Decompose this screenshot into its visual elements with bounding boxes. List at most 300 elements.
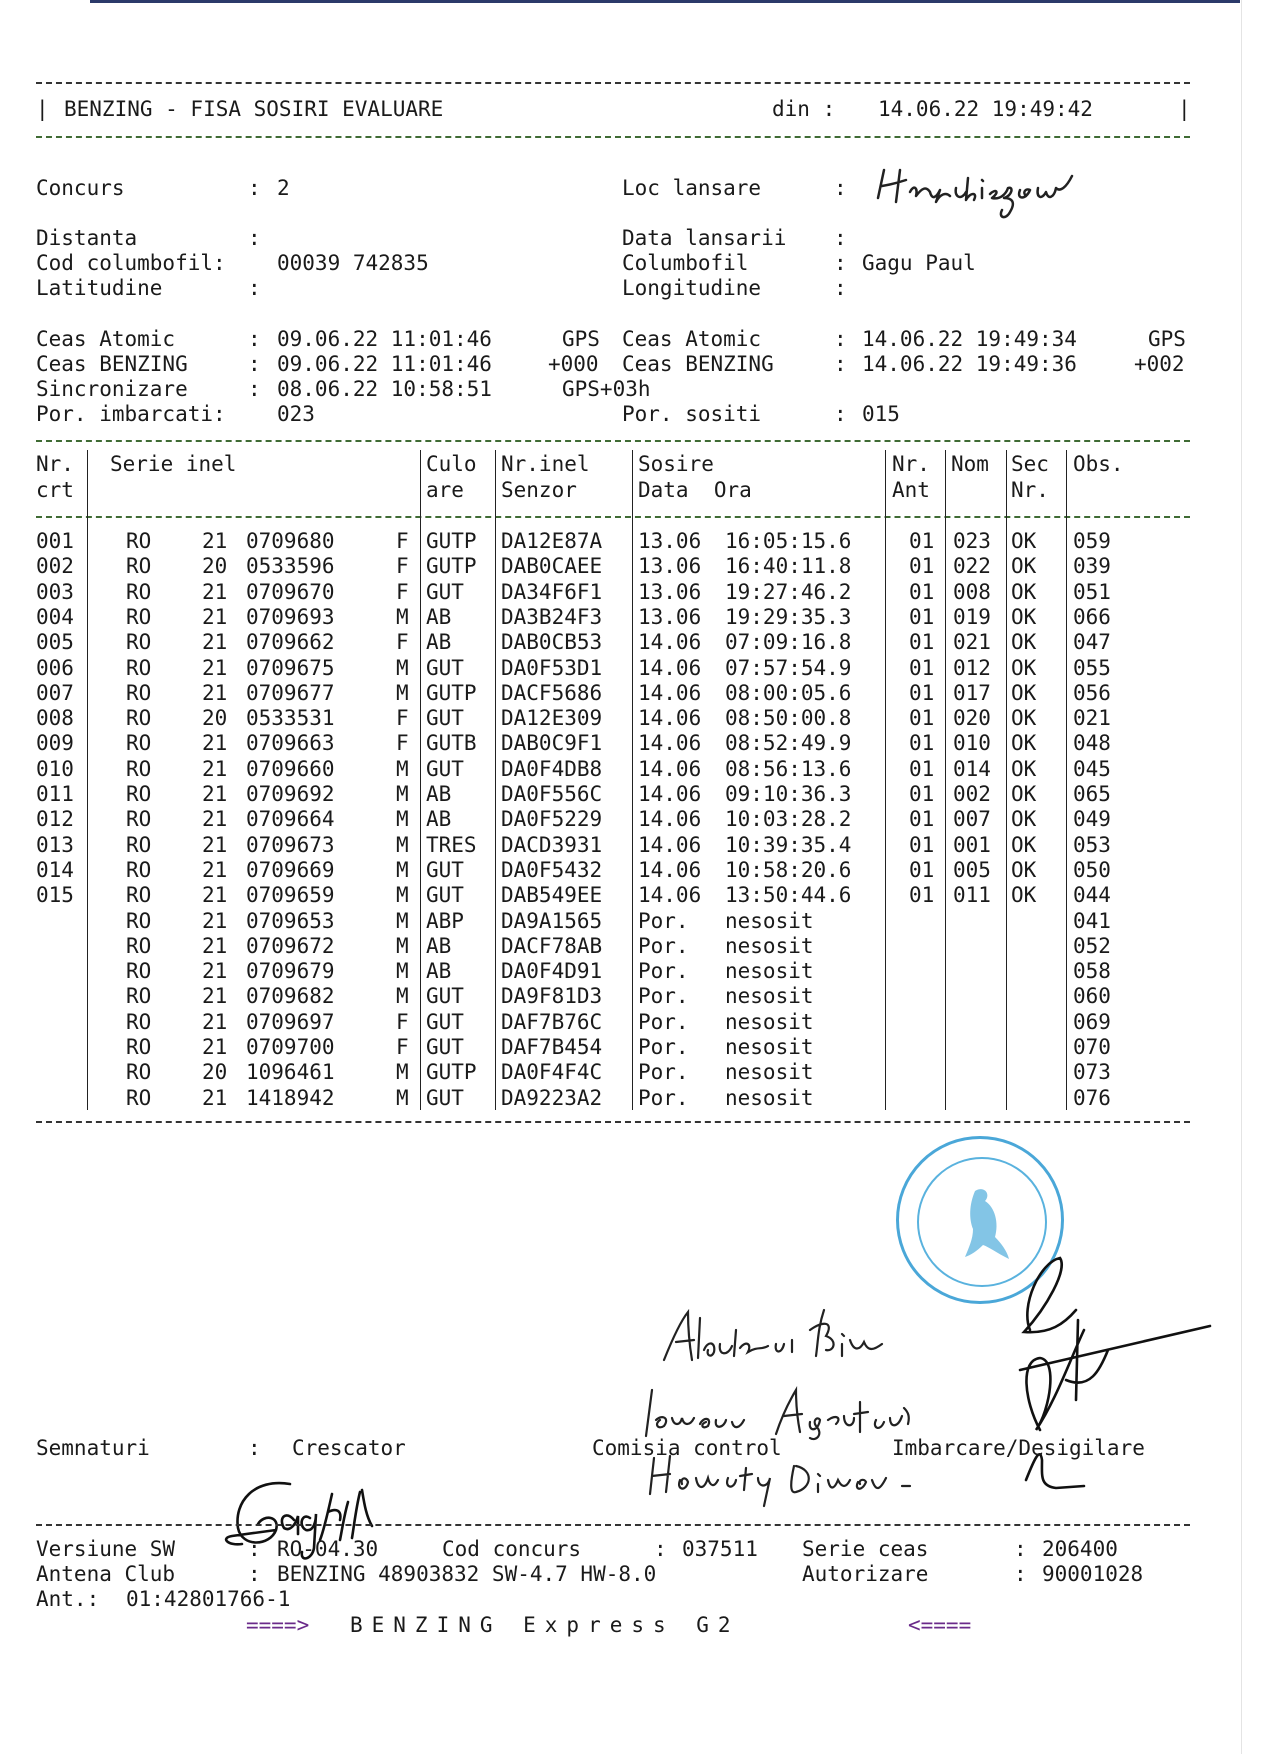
column-divider xyxy=(632,450,633,1110)
distanta-label: Distanta xyxy=(36,226,138,250)
cell-nom: 017 xyxy=(953,680,991,705)
cell-nom: 005 xyxy=(953,857,991,882)
cell-nr: 005 xyxy=(36,630,74,655)
column-divider xyxy=(945,450,946,1110)
colon: : xyxy=(248,327,261,351)
clock-left-label: Por. imbarcati: xyxy=(36,402,226,426)
cell-yr: 21 xyxy=(202,782,228,806)
cell-yr: 21 xyxy=(202,579,228,604)
autorizare-label: Autorizare xyxy=(802,1562,929,1586)
cell-yr: 21 xyxy=(202,908,228,933)
cell-sen: DA9F81D3 xyxy=(501,984,603,1009)
cell-nr: 007 xyxy=(36,680,74,705)
cell-ro: RO xyxy=(126,655,152,680)
clock-right-label: Por. sositi xyxy=(622,402,762,426)
colon: : xyxy=(1014,1537,1027,1561)
cell-sec: OK xyxy=(1011,604,1037,629)
cell-sen: DA12E87A xyxy=(501,529,603,553)
clock-right-value: 015 xyxy=(862,402,900,426)
cell-ant: 01 xyxy=(909,706,935,731)
cell-col: GUT xyxy=(426,1085,464,1110)
cell-nom: 002 xyxy=(953,782,991,806)
latitudine-label: Latitudine xyxy=(36,276,163,300)
cell-nr: 002 xyxy=(36,554,74,579)
signature-desigilare xyxy=(980,1250,1220,1510)
cod-columbofil-value: 00039 742835 xyxy=(277,251,429,275)
cell-obs: 060 xyxy=(1073,984,1111,1009)
antena-club-label: Antena Club xyxy=(36,1562,176,1586)
cell-sen: DACF5686 xyxy=(501,680,603,705)
cell-nom: 023 xyxy=(953,529,991,553)
clock-left-value: 09.06.22 11:01:46 xyxy=(277,352,492,376)
cell-date: 13.06 xyxy=(638,604,702,629)
cell-sen: DA9223A2 xyxy=(501,1085,603,1110)
colon: : xyxy=(248,226,261,250)
cell-date: 14.06 xyxy=(638,857,702,882)
cell-obs: 066 xyxy=(1073,604,1111,629)
cell-col: GUT xyxy=(426,984,464,1009)
header-din-value: 14.06.22 19:49:42 xyxy=(878,97,1093,121)
header-rule-bottom xyxy=(36,136,1190,138)
columbofil-value: Gagu Paul xyxy=(862,251,976,275)
cell-sex: F xyxy=(396,706,409,731)
cell-ant: 01 xyxy=(909,832,935,857)
cell-col: GUT xyxy=(426,756,464,781)
cell-nom: 010 xyxy=(953,731,991,756)
cell-col: ABP xyxy=(426,908,464,933)
clock-right-label: Ceas BENZING xyxy=(622,352,774,376)
cell-ant: 01 xyxy=(909,655,935,680)
header-ant: Ant xyxy=(892,478,930,502)
cell-sen: DAB0CB53 xyxy=(501,630,603,655)
cell-time: nesosit xyxy=(725,933,814,958)
colon: : xyxy=(1014,1562,1027,1586)
longitudine-label: Longitudine xyxy=(622,276,762,300)
clock-right-suffix: +002 xyxy=(1134,352,1185,376)
cell-sex: M xyxy=(396,655,409,680)
column-divider xyxy=(495,450,496,1110)
cell-ro: RO xyxy=(126,1085,152,1110)
cell-ant: 01 xyxy=(909,857,935,882)
arrow-left: ====> xyxy=(246,1613,310,1637)
data-lansarii-label: Data lansarii xyxy=(622,226,787,250)
clock-left-label: Ceas Atomic xyxy=(36,327,176,351)
cell-nr: 011 xyxy=(36,782,74,806)
cell-ro: RO xyxy=(126,933,152,958)
cell-yr: 21 xyxy=(202,1035,228,1059)
cell-sec: OK xyxy=(1011,529,1037,553)
cell-sex: M xyxy=(396,857,409,882)
cell-sex: F xyxy=(396,1035,409,1059)
cell-ro: RO xyxy=(126,883,152,908)
cell-date: Por. xyxy=(638,1035,689,1059)
cell-col: GUT xyxy=(426,883,464,908)
cell-date: 14.06 xyxy=(638,630,702,655)
cell-time: 08:56:13.6 xyxy=(725,756,852,781)
document-title: BENZING - FISA SOSIRI EVALUARE xyxy=(64,97,444,121)
cell-ant: 01 xyxy=(909,680,935,705)
cell-ring: 0709680 xyxy=(246,529,335,553)
cell-col: GUTB xyxy=(426,731,477,756)
cell-ro: RO xyxy=(126,908,152,933)
cell-ring: 0709692 xyxy=(246,782,335,806)
cod-concurs-label: Cod concurs xyxy=(442,1537,582,1561)
cell-date: 14.06 xyxy=(638,756,702,781)
colon: : xyxy=(834,251,847,275)
cell-yr: 21 xyxy=(202,959,228,984)
header-sosire: Sosire xyxy=(638,452,714,476)
header-nom: Nom xyxy=(951,452,989,476)
cell-obs: 069 xyxy=(1073,1009,1111,1034)
colon: : xyxy=(248,1436,261,1460)
cell-ring: 0709662 xyxy=(246,630,335,655)
concurs-value: 2 xyxy=(277,176,290,200)
cell-date: Por. xyxy=(638,933,689,958)
header-nr-ant: Nr. xyxy=(892,452,930,476)
cell-sec: OK xyxy=(1011,579,1037,604)
column-divider xyxy=(885,450,886,1110)
cod-concurs-value: 037511 xyxy=(682,1537,758,1561)
cell-sen: DAB549EE xyxy=(501,883,603,908)
cell-nr: 010 xyxy=(36,756,74,781)
cell-ant: 01 xyxy=(909,883,935,908)
cell-ring: 0709670 xyxy=(246,579,335,604)
cell-time: 09:10:36.3 xyxy=(725,782,852,806)
cell-nom: 011 xyxy=(953,883,991,908)
cell-sex: M xyxy=(396,1085,409,1110)
cell-sen: DA9A1565 xyxy=(501,908,603,933)
cell-time: 10:39:35.4 xyxy=(725,832,852,857)
cell-nom: 019 xyxy=(953,604,991,629)
cell-ring: 0709679 xyxy=(246,959,335,984)
cell-yr: 20 xyxy=(202,554,228,579)
cell-col: AB xyxy=(426,933,452,958)
cell-nom: 012 xyxy=(953,655,991,680)
cell-ro: RO xyxy=(126,1009,152,1034)
colon: : xyxy=(834,402,847,426)
cell-sen: DA12E309 xyxy=(501,706,603,731)
column-divider xyxy=(420,450,421,1110)
scan-edge-right xyxy=(1241,0,1242,1754)
cell-sex: F xyxy=(396,529,409,553)
column-divider xyxy=(87,450,88,1110)
cell-obs: 052 xyxy=(1073,933,1111,958)
cell-yr: 20 xyxy=(202,706,228,731)
cell-sec: OK xyxy=(1011,680,1037,705)
cell-ring: 0709653 xyxy=(246,908,335,933)
colon: : xyxy=(654,1537,667,1561)
cell-sen: DAB0C9F1 xyxy=(501,731,603,756)
cell-ro: RO xyxy=(126,1035,152,1059)
cell-nr: 015 xyxy=(36,883,74,908)
scan-edge xyxy=(90,0,1240,3)
cell-ro: RO xyxy=(126,782,152,806)
cell-yr: 21 xyxy=(202,529,228,553)
cell-col: AB xyxy=(426,782,452,806)
cell-obs: 070 xyxy=(1073,1035,1111,1059)
cell-yr: 21 xyxy=(202,933,228,958)
arrow-right: <==== xyxy=(908,1613,972,1637)
cell-yr: 21 xyxy=(202,857,228,882)
cell-obs: 044 xyxy=(1073,883,1111,908)
cell-sen: DA0F556C xyxy=(501,782,603,806)
cell-yr: 21 xyxy=(202,832,228,857)
cell-obs: 056 xyxy=(1073,680,1111,705)
cell-time: nesosit xyxy=(725,984,814,1009)
cell-col: AB xyxy=(426,630,452,655)
cell-sec: OK xyxy=(1011,857,1037,882)
cell-ant: 01 xyxy=(909,782,935,806)
cell-sex: M xyxy=(396,933,409,958)
cell-obs: 058 xyxy=(1073,959,1111,984)
cell-nom: 001 xyxy=(953,832,991,857)
cell-date: 14.06 xyxy=(638,680,702,705)
cell-ant: 01 xyxy=(909,630,935,655)
cell-col: GUTP xyxy=(426,529,477,553)
cell-nr: 001 xyxy=(36,529,74,553)
loc-lansare-label: Loc lansare xyxy=(622,176,762,200)
cell-time: nesosit xyxy=(725,908,814,933)
colon: : xyxy=(248,276,261,300)
header-bar-left: | xyxy=(36,97,49,121)
antena-club-value: BENZING 48903832 SW-4.7 HW-8.0 xyxy=(277,1562,657,1586)
cell-sex: F xyxy=(396,579,409,604)
cell-date: Por. xyxy=(638,1009,689,1034)
cell-date: 14.06 xyxy=(638,832,702,857)
cell-obs: 076 xyxy=(1073,1085,1111,1110)
autorizare-value: 90001028 xyxy=(1042,1562,1144,1586)
header-nr-inel: Nr.inel xyxy=(501,452,590,476)
versiune-sw-label: Versiune SW xyxy=(36,1537,176,1561)
header-sec-nr: Nr. xyxy=(1011,478,1049,502)
cell-date: 14.06 xyxy=(638,731,702,756)
cell-ring: 0709693 xyxy=(246,604,335,629)
cell-time: 08:50:00.8 xyxy=(725,706,852,731)
comisia-control-label: Comisia control xyxy=(592,1436,782,1460)
cell-ro: RO xyxy=(126,1060,152,1085)
cell-time: 07:57:54.9 xyxy=(725,655,852,680)
header-sec: Sec xyxy=(1011,452,1049,476)
cell-sen: DA0F5432 xyxy=(501,857,603,882)
cell-ro: RO xyxy=(126,529,152,553)
cell-obs: 021 xyxy=(1073,706,1111,731)
clock-left-suffix: +000 xyxy=(548,352,599,376)
header-bar-right: | xyxy=(1178,97,1191,121)
clock-right-value: 14.06.22 19:49:36 xyxy=(862,352,1077,376)
cell-sex: M xyxy=(396,680,409,705)
cell-sex: F xyxy=(396,1009,409,1034)
cell-time: nesosit xyxy=(725,1085,814,1110)
cell-sec: OK xyxy=(1011,883,1037,908)
cell-time: 07:09:16.8 xyxy=(725,630,852,655)
signature-alabarei xyxy=(658,1300,948,1370)
cell-col: GUT xyxy=(426,706,464,731)
cell-obs: 055 xyxy=(1073,655,1111,680)
cell-col: AB xyxy=(426,807,452,832)
cell-ring: 0709664 xyxy=(246,807,335,832)
header-din-label: din : xyxy=(772,97,836,121)
clock-left-value: 023 xyxy=(277,402,315,426)
cell-obs: 059 xyxy=(1073,529,1111,553)
cell-ant: 01 xyxy=(909,604,935,629)
versiune-sw-value: RO-04.30 xyxy=(277,1537,379,1561)
cell-date: 14.06 xyxy=(638,782,702,806)
cell-sex: M xyxy=(396,782,409,806)
cell-ring: 0709682 xyxy=(246,984,335,1009)
cell-time: nesosit xyxy=(725,1060,814,1085)
cell-nr: 008 xyxy=(36,706,74,731)
header-rule-top xyxy=(36,82,1190,84)
ant-value: 01:42801766-1 xyxy=(126,1587,291,1611)
clock-left-suffix: GPS+03h xyxy=(562,377,651,401)
cell-obs: 051 xyxy=(1073,579,1111,604)
cell-sen: DACF78AB xyxy=(501,933,603,958)
cell-sex: M xyxy=(396,984,409,1009)
cell-col: GUTP xyxy=(426,1060,477,1085)
cell-ring: 0709697 xyxy=(246,1009,335,1034)
column-divider xyxy=(1006,450,1007,1110)
cell-sex: M xyxy=(396,807,409,832)
cell-obs: 045 xyxy=(1073,756,1111,781)
cell-ro: RO xyxy=(126,554,152,579)
cell-ro: RO xyxy=(126,579,152,604)
cell-nr: 003 xyxy=(36,579,74,604)
cell-obs: 047 xyxy=(1073,630,1111,655)
cell-sex: M xyxy=(396,604,409,629)
cell-obs: 053 xyxy=(1073,832,1111,857)
cell-col: AB xyxy=(426,604,452,629)
cell-date: 13.06 xyxy=(638,554,702,579)
cell-ro: RO xyxy=(126,630,152,655)
cell-sex: F xyxy=(396,630,409,655)
colon: : xyxy=(248,352,261,376)
cell-ro: RO xyxy=(126,731,152,756)
cell-date: 14.06 xyxy=(638,706,702,731)
cell-sex: F xyxy=(396,554,409,579)
cell-sec: OK xyxy=(1011,782,1037,806)
table-rule-bottom xyxy=(36,1121,1190,1123)
cell-time: nesosit xyxy=(725,959,814,984)
cell-sen: DA0F5229 xyxy=(501,807,603,832)
colon: : xyxy=(248,176,261,200)
cell-ring: 0709672 xyxy=(246,933,335,958)
colon: : xyxy=(248,377,261,401)
cell-ring: 0709659 xyxy=(246,883,335,908)
cell-col: AB xyxy=(426,959,452,984)
clock-left-value: 08.06.22 10:58:51 xyxy=(277,377,492,401)
cell-obs: 048 xyxy=(1073,731,1111,756)
cell-sen: DAF7B76C xyxy=(501,1009,603,1034)
cell-sen: DA0F4F4C xyxy=(501,1060,603,1085)
cell-ring: 0709675 xyxy=(246,655,335,680)
imbarcare-desigilare-label: Imbarcare/Desigilare xyxy=(892,1436,1145,1460)
cell-yr: 21 xyxy=(202,1009,228,1034)
cell-sec: OK xyxy=(1011,655,1037,680)
cell-ant: 01 xyxy=(909,554,935,579)
cell-ring: 0709669 xyxy=(246,857,335,882)
cell-date: Por. xyxy=(638,1085,689,1110)
cell-ant: 01 xyxy=(909,731,935,756)
cell-sec: OK xyxy=(1011,756,1037,781)
loc-lansare-handwritten xyxy=(870,158,1090,230)
cell-yr: 21 xyxy=(202,630,228,655)
header-culoare-2: are xyxy=(426,478,464,502)
cell-col: GUTP xyxy=(426,554,477,579)
cell-col: GUTP xyxy=(426,680,477,705)
cell-ring: 1418942 xyxy=(246,1085,335,1110)
cell-nr: 013 xyxy=(36,832,74,857)
cell-sex: M xyxy=(396,908,409,933)
cell-ring: 0533596 xyxy=(246,554,335,579)
cell-time: 16:40:11.8 xyxy=(725,554,852,579)
cell-sec: OK xyxy=(1011,630,1037,655)
cell-sec: OK xyxy=(1011,832,1037,857)
cell-time: 08:52:49.9 xyxy=(725,731,852,756)
cell-nr: 012 xyxy=(36,807,74,832)
column-divider xyxy=(1066,450,1067,1110)
cell-ro: RO xyxy=(126,604,152,629)
cell-ro: RO xyxy=(126,832,152,857)
cell-date: 13.06 xyxy=(638,529,702,553)
cell-sen: DAB0CAEE xyxy=(501,554,603,579)
clock-left-label: Sincronizare xyxy=(36,377,188,401)
cell-ring: 1096461 xyxy=(246,1060,335,1085)
colon: : xyxy=(834,327,847,351)
cell-time: nesosit xyxy=(725,1009,814,1034)
header-nr: Nr. xyxy=(36,452,74,476)
cell-date: Por. xyxy=(638,1060,689,1085)
cell-sex: F xyxy=(396,731,409,756)
cell-time: 19:29:35.3 xyxy=(725,604,852,629)
cell-obs: 065 xyxy=(1073,782,1111,806)
columbofil-label: Columbofil xyxy=(622,251,749,275)
cell-nom: 008 xyxy=(953,579,991,604)
cell-obs: 050 xyxy=(1073,857,1111,882)
colon: : xyxy=(834,226,847,250)
cell-time: 10:58:20.6 xyxy=(725,857,852,882)
cell-nom: 020 xyxy=(953,706,991,731)
cell-time: 16:05:15.6 xyxy=(725,529,852,553)
cell-ring: 0709663 xyxy=(246,731,335,756)
cell-sec: OK xyxy=(1011,807,1037,832)
clock-left-value: 09.06.22 11:01:46 xyxy=(277,327,492,351)
cell-sen: DAF7B454 xyxy=(501,1035,603,1059)
cell-col: GUT xyxy=(426,857,464,882)
cell-date: 14.06 xyxy=(638,883,702,908)
cell-time: 08:00:05.6 xyxy=(725,680,852,705)
cell-ro: RO xyxy=(126,807,152,832)
cell-ant: 01 xyxy=(909,807,935,832)
crescator-label: Crescator xyxy=(292,1436,406,1460)
clock-right-value: 14.06.22 19:49:34 xyxy=(862,327,1077,351)
cell-yr: 21 xyxy=(202,883,228,908)
cell-sex: M xyxy=(396,1060,409,1085)
concurs-label: Concurs xyxy=(36,176,125,200)
serie-ceas-label: Serie ceas xyxy=(802,1537,929,1561)
semnaturi-label: Semnaturi xyxy=(36,1436,150,1460)
cell-yr: 21 xyxy=(202,680,228,705)
cell-sen: DA0F4DB8 xyxy=(501,756,603,781)
cell-ro: RO xyxy=(126,857,152,882)
cell-time: nesosit xyxy=(725,1035,814,1059)
cell-ring: 0709673 xyxy=(246,832,335,857)
header-senzor: Senzor xyxy=(501,478,577,502)
cell-nom: 022 xyxy=(953,554,991,579)
cell-yr: 21 xyxy=(202,756,228,781)
cell-yr: 21 xyxy=(202,604,228,629)
cod-columbofil-label: Cod columbofil: xyxy=(36,251,226,275)
cell-date: Por. xyxy=(638,908,689,933)
